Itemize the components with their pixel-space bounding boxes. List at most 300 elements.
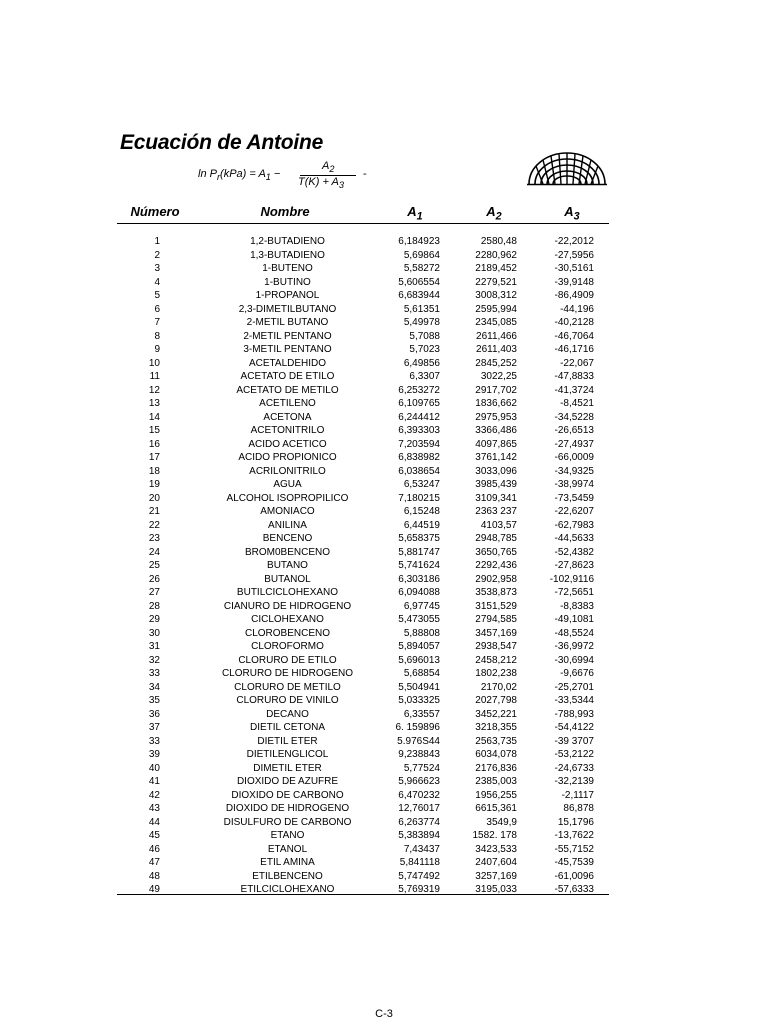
a1-value: 12,76017 bbox=[398, 803, 440, 814]
compound-name: BENCENO bbox=[262, 533, 313, 544]
row-number: 41 bbox=[148, 776, 160, 787]
header-nombre: Nombre bbox=[260, 204, 310, 219]
compound-name: DIETILENGLICOL bbox=[246, 749, 329, 760]
row-number: 1 bbox=[154, 236, 160, 247]
row-number: 16 bbox=[148, 438, 160, 450]
a1-value: 5,383894 bbox=[398, 830, 440, 841]
compound-name: ANILINA bbox=[268, 519, 307, 531]
a2-value: 2580,48 bbox=[480, 236, 517, 247]
row-number: 49 bbox=[148, 884, 160, 895]
table-row bbox=[0, 519, 768, 533]
row-number: 47 bbox=[148, 857, 160, 868]
a3-value: -73,5459 bbox=[554, 492, 594, 504]
a1-value: 6,470232 bbox=[398, 789, 440, 801]
a3-value: -46,1716 bbox=[554, 344, 594, 355]
compound-name: ACETILENO bbox=[259, 398, 316, 409]
row-number: 3 bbox=[154, 263, 160, 274]
compound-name: ACETONA bbox=[263, 411, 312, 423]
row-number: 2 bbox=[154, 249, 160, 261]
a1-value: 7,43437 bbox=[403, 843, 440, 855]
table-row bbox=[0, 586, 768, 600]
compound-name: DIETIL ETER bbox=[257, 735, 318, 747]
table-row bbox=[0, 843, 768, 857]
a1-value: 6,253272 bbox=[398, 384, 440, 396]
a2-value: 2345,085 bbox=[475, 317, 517, 328]
compound-name: DECANO bbox=[266, 708, 309, 720]
row-number: 23 bbox=[148, 533, 160, 544]
a3-value: -39,9148 bbox=[554, 276, 594, 288]
a2-value: 1582. 178 bbox=[472, 830, 517, 841]
row-number: 36 bbox=[148, 708, 160, 720]
compound-name: ACETATO DE ETILO bbox=[240, 371, 335, 382]
row-number: 20 bbox=[148, 492, 160, 504]
table-row bbox=[0, 492, 768, 506]
compound-name: BROM0BENCENO bbox=[244, 546, 330, 558]
a3-value: -30,6994 bbox=[554, 654, 594, 666]
a3-value: -39 3707 bbox=[554, 735, 594, 747]
compound-name: ACETONITRILO bbox=[250, 425, 325, 436]
a3-value: -49,1081 bbox=[554, 614, 594, 625]
table-row bbox=[0, 505, 768, 519]
a2-value: 3033,096 bbox=[475, 465, 517, 477]
a1-value: 6,184923 bbox=[398, 236, 440, 247]
a2-value: 3538,873 bbox=[475, 587, 517, 598]
row-number: 45 bbox=[148, 830, 160, 841]
formula-trailing: - bbox=[363, 168, 367, 180]
a2-value: 2363 237 bbox=[475, 506, 517, 517]
a3-value: -41,3724 bbox=[554, 384, 594, 396]
a1-value: 6,244412 bbox=[398, 411, 440, 423]
table-row bbox=[0, 546, 768, 560]
row-number: 34 bbox=[148, 681, 160, 693]
table-row bbox=[0, 600, 768, 614]
a2-value: 2902,958 bbox=[475, 573, 517, 585]
formula-denominator: $T(K) + A_3$ bbox=[298, 176, 344, 191]
page-number: C-3 bbox=[375, 1008, 393, 1020]
a2-value: 2948,785 bbox=[475, 533, 517, 544]
a1-value: 5,747492 bbox=[398, 870, 440, 882]
a1-value: 5,966623 bbox=[398, 776, 440, 787]
table-row bbox=[0, 829, 768, 843]
table-row bbox=[0, 343, 768, 357]
a3-value: -53,2122 bbox=[554, 749, 594, 760]
a3-value: -61,0096 bbox=[554, 870, 594, 882]
table-row bbox=[0, 735, 768, 749]
table-row bbox=[0, 694, 768, 708]
table-row bbox=[0, 532, 768, 546]
table-row bbox=[0, 303, 768, 317]
header-numero: Número bbox=[130, 204, 180, 219]
a3-value: -33,5344 bbox=[554, 695, 594, 706]
a3-value: -66,0009 bbox=[554, 452, 594, 463]
a1-value: 6,393303 bbox=[398, 425, 440, 436]
antoine-constants-table bbox=[0, 235, 768, 897]
a3-value: -27,5956 bbox=[554, 249, 594, 261]
a1-value: 5,68854 bbox=[403, 668, 440, 679]
compound-name: AMONIACO bbox=[260, 506, 315, 517]
a2-value: 2611,466 bbox=[476, 330, 517, 342]
ucv-vault-logo-icon bbox=[526, 150, 608, 186]
a2-value: 3022,25 bbox=[480, 371, 517, 382]
compound-name: CLOROBENCENO bbox=[244, 627, 330, 639]
a2-value: 2595,994 bbox=[475, 303, 517, 315]
table-row bbox=[0, 627, 768, 641]
table-row bbox=[0, 870, 768, 884]
a3-value: -38,9974 bbox=[554, 479, 594, 490]
row-number: 5 bbox=[154, 290, 160, 301]
compound-name: BUTANOL bbox=[264, 573, 311, 585]
table-row bbox=[0, 438, 768, 452]
a2-value: 3008,312 bbox=[475, 290, 517, 301]
a3-value: -25,2701 bbox=[554, 681, 594, 693]
a3-value: -30,5161 bbox=[554, 263, 594, 274]
a3-value: -34,5228 bbox=[554, 411, 594, 423]
row-number: 46 bbox=[148, 843, 160, 855]
table-row bbox=[0, 789, 768, 803]
a2-value: 4097,865 bbox=[475, 438, 517, 450]
a1-value: 6,683944 bbox=[398, 290, 440, 301]
table-row bbox=[0, 708, 768, 722]
table-row bbox=[0, 802, 768, 816]
a2-value: 2611,403 bbox=[476, 344, 517, 355]
a3-value: -46,7064 bbox=[554, 330, 594, 342]
compound-name: CLORURO DE HIDROGENO bbox=[221, 668, 354, 679]
a2-value: 2938,547 bbox=[475, 641, 517, 652]
compound-name: 2-METIL BUTANO bbox=[246, 317, 329, 328]
compound-name: CLORURO DE METILO bbox=[234, 681, 341, 693]
a3-value: -27,4937 bbox=[554, 438, 594, 450]
row-number: 24 bbox=[148, 546, 160, 558]
a2-value: 3549,9 bbox=[486, 816, 517, 828]
a1-value: 5,7088 bbox=[409, 330, 440, 342]
a2-value: 2845,252 bbox=[475, 357, 517, 369]
table-row bbox=[0, 478, 768, 492]
row-number: 17 bbox=[148, 452, 160, 463]
a1-value: 7,180215 bbox=[398, 492, 440, 504]
compound-name: ACIDO PROPIONICO bbox=[238, 452, 337, 463]
a1-value: 6,038654 bbox=[398, 465, 440, 477]
a3-value: -62,7983 bbox=[554, 519, 594, 531]
compound-name: ACETALDEHIDO bbox=[248, 357, 327, 369]
a2-value: 3985,439 bbox=[475, 479, 517, 490]
table-bottom-rule bbox=[117, 894, 609, 895]
a2-value: 2407,604 bbox=[475, 857, 517, 868]
a3-value: -2,1117 bbox=[561, 789, 594, 801]
a3-value: -102,9116 bbox=[549, 573, 594, 585]
compound-name: DISULFURO DE CARBONO bbox=[223, 816, 352, 828]
a2-value: 2563,735 bbox=[475, 735, 517, 747]
a2-value: 2975,953 bbox=[475, 411, 517, 423]
table-row bbox=[0, 681, 768, 695]
compound-name: CIANURO DE HIDROGENO bbox=[223, 600, 352, 612]
header-a1: $A_1$ bbox=[407, 204, 423, 223]
table-row bbox=[0, 816, 768, 830]
compound-name: 2,3-DIMETILBUTANO bbox=[238, 303, 337, 315]
a3-value: -22,6207 bbox=[554, 506, 594, 517]
a2-value: 2280,962 bbox=[475, 249, 517, 261]
a1-value: 5,58272 bbox=[403, 263, 440, 274]
row-number: 13 bbox=[148, 398, 160, 409]
a1-value: 6,53247 bbox=[403, 479, 440, 490]
a3-value: -9,6676 bbox=[560, 668, 594, 679]
table-row bbox=[0, 721, 768, 735]
a1-value: 5,88808 bbox=[403, 627, 440, 639]
a1-value: 5,504941 bbox=[398, 681, 440, 693]
row-number: 33 bbox=[148, 735, 160, 747]
a3-value: -72,5651 bbox=[554, 587, 594, 598]
compound-name: ETANO bbox=[270, 830, 305, 841]
a2-value: 2170,02 bbox=[480, 681, 517, 693]
compound-name: 1-PROPANOL bbox=[255, 290, 320, 301]
compound-name: DIMETIL ETER bbox=[253, 762, 322, 774]
table-row bbox=[0, 748, 768, 762]
compound-name: ACETATO DE METILO bbox=[236, 384, 339, 396]
table-row bbox=[0, 573, 768, 587]
a3-value: -57,6333 bbox=[554, 884, 594, 895]
a3-value: -36,9972 bbox=[554, 641, 594, 652]
a1-value: 6,263774 bbox=[398, 816, 440, 828]
table-row bbox=[0, 424, 768, 438]
a1-value: 6,3307 bbox=[409, 371, 440, 382]
a2-value: 3452,221 bbox=[475, 708, 517, 720]
compound-name: DIOXIDO DE HIDROGENO bbox=[225, 803, 350, 814]
a2-value: 3109,341 bbox=[475, 492, 517, 504]
compound-name: CLORURO DE ETILO bbox=[238, 654, 337, 666]
compound-name: ETILBENCENO bbox=[252, 870, 323, 882]
row-number: 39 bbox=[148, 749, 160, 760]
compound-name: DIETIL CETONA bbox=[249, 722, 325, 733]
a1-value: 6,15248 bbox=[403, 506, 440, 517]
a2-value: 4103,57 bbox=[480, 519, 517, 531]
table-row bbox=[0, 370, 768, 384]
a1-value: 9,238843 bbox=[398, 749, 440, 760]
a1-value: 5,7023 bbox=[409, 344, 440, 355]
a3-value: -22,067 bbox=[560, 357, 594, 369]
row-number: 42 bbox=[148, 789, 160, 801]
a1-value: 6,094088 bbox=[398, 587, 440, 598]
header-a3: $A_3$ bbox=[564, 204, 580, 223]
table-row bbox=[0, 856, 768, 870]
a2-value: 2385,003 bbox=[475, 776, 517, 787]
a1-value: 5,033325 bbox=[398, 695, 440, 706]
row-number: 33 bbox=[148, 668, 160, 679]
a2-value: 3423,533 bbox=[475, 843, 517, 855]
row-number: 25 bbox=[148, 560, 160, 571]
a3-value: 15,1796 bbox=[557, 816, 594, 828]
a1-value: 6,44519 bbox=[403, 519, 440, 531]
a1-value: 5,881747 bbox=[398, 546, 440, 558]
table-row bbox=[0, 289, 768, 303]
a3-value: -24,6733 bbox=[554, 762, 594, 774]
table-row bbox=[0, 357, 768, 371]
a2-value: 3366,486 bbox=[475, 425, 517, 436]
row-number: 9 bbox=[154, 344, 160, 355]
a3-value: -52,4382 bbox=[554, 546, 594, 558]
row-number: 40 bbox=[148, 762, 160, 774]
a1-value: 6. 159896 bbox=[395, 722, 440, 733]
row-number: 27 bbox=[148, 587, 160, 598]
row-number: 43 bbox=[148, 803, 160, 814]
row-number: 32 bbox=[148, 654, 160, 666]
a3-value: -8,8383 bbox=[560, 600, 594, 612]
row-number: 10 bbox=[148, 357, 160, 369]
table-row bbox=[0, 559, 768, 573]
table-row bbox=[0, 640, 768, 654]
row-number: 19 bbox=[148, 479, 160, 490]
a3-value: -26,6513 bbox=[554, 425, 594, 436]
table-row bbox=[0, 654, 768, 668]
table-row bbox=[0, 249, 768, 263]
a1-value: 5.976S44 bbox=[397, 735, 440, 747]
a3-value: 86,878 bbox=[563, 803, 594, 814]
a1-value: 7,203594 bbox=[398, 438, 440, 450]
a1-value: 5,894057 bbox=[398, 641, 440, 652]
a2-value: 3650,765 bbox=[475, 546, 517, 558]
a2-value: 3457,169 bbox=[475, 627, 517, 639]
compound-name: BUTANO bbox=[267, 560, 308, 571]
compound-name: AGUA bbox=[273, 479, 302, 490]
table-row bbox=[0, 262, 768, 276]
compound-name: 1-BUTENO bbox=[262, 263, 313, 274]
a2-value: 2794,585 bbox=[475, 614, 517, 625]
a2-value: 2176,836 bbox=[475, 762, 517, 774]
a1-value: 5,77524 bbox=[403, 762, 440, 774]
a1-value: 5,61351 bbox=[403, 303, 440, 315]
row-number: 7 bbox=[154, 317, 160, 328]
a2-value: 1956,255 bbox=[475, 789, 517, 801]
page-title: Ecuación de Antoine bbox=[120, 131, 324, 154]
a1-value: 5,741624 bbox=[398, 560, 440, 571]
a2-value: 3761,142 bbox=[475, 452, 517, 463]
a1-value: 6,97745 bbox=[403, 600, 440, 612]
table-row bbox=[0, 235, 768, 249]
a2-value: 2279,521 bbox=[475, 276, 517, 288]
a3-value: -45,7539 bbox=[554, 857, 594, 868]
row-number: 29 bbox=[148, 614, 160, 625]
a3-value: -27,8623 bbox=[554, 560, 594, 571]
a2-value: 1836,662 bbox=[475, 398, 517, 409]
table-row bbox=[0, 411, 768, 425]
row-number: 44 bbox=[148, 816, 160, 828]
compound-name: 1,3-BUTADIENO bbox=[250, 249, 325, 261]
row-number: 12 bbox=[148, 384, 160, 396]
a1-value: 6,109765 bbox=[398, 398, 440, 409]
compound-name: 1,2-BUTADIENO bbox=[250, 236, 325, 247]
table-row bbox=[0, 397, 768, 411]
row-number: 4 bbox=[154, 276, 160, 288]
a1-value: 5,658375 bbox=[398, 533, 440, 544]
header-a2: $A_2$ bbox=[486, 204, 502, 223]
table-row bbox=[0, 330, 768, 344]
table-row bbox=[0, 775, 768, 789]
compound-name: ACIDO ACETICO bbox=[248, 438, 327, 450]
a2-value: 2917,702 bbox=[475, 384, 517, 396]
a1-value: 5,696013 bbox=[398, 654, 440, 666]
row-number: 35 bbox=[148, 695, 160, 706]
a2-value: 3151,529 bbox=[475, 600, 517, 612]
table-row bbox=[0, 451, 768, 465]
a2-value: 2189,452 bbox=[475, 263, 517, 274]
a3-value: -13,7622 bbox=[554, 830, 594, 841]
a3-value: -32,2139 bbox=[554, 776, 594, 787]
compound-name: CLOROFORMO bbox=[251, 641, 324, 652]
compound-name: DIOXIDO DE CARBONO bbox=[231, 789, 344, 801]
a1-value: 6,838982 bbox=[398, 452, 440, 463]
a1-value: 5,606554 bbox=[398, 276, 440, 288]
row-number: 31 bbox=[148, 641, 160, 652]
a1-value: 6,33557 bbox=[403, 708, 440, 720]
table-row bbox=[0, 465, 768, 479]
row-number: 22 bbox=[148, 519, 160, 531]
row-number: 11 bbox=[149, 371, 160, 382]
a1-value: 5,473055 bbox=[398, 614, 440, 625]
a2-value: 3257,169 bbox=[475, 870, 517, 882]
row-number: 15 bbox=[148, 425, 160, 436]
a3-value: -44,5633 bbox=[554, 533, 594, 544]
antoine-formula bbox=[198, 160, 388, 200]
compound-name: 3-METIL PENTANO bbox=[243, 344, 332, 355]
compound-name: CICLOHEXANO bbox=[251, 614, 324, 625]
a2-value: 2292,436 bbox=[475, 560, 517, 571]
row-number: 14 bbox=[148, 411, 160, 423]
table-row bbox=[0, 276, 768, 290]
row-number: 37 bbox=[148, 722, 160, 733]
table-row bbox=[0, 762, 768, 776]
a3-value: -47,8833 bbox=[554, 371, 594, 382]
table-row bbox=[0, 613, 768, 627]
a1-value: 6,49856 bbox=[403, 357, 440, 369]
compound-name: ACRILONITRILO bbox=[249, 465, 326, 477]
a3-value: -34,9325 bbox=[554, 465, 594, 477]
compound-name: CLORURO DE VINILO bbox=[236, 695, 339, 706]
compound-name: 1-BUTINO bbox=[264, 276, 311, 288]
table-row bbox=[0, 316, 768, 330]
a3-value: -40,2128 bbox=[554, 317, 594, 328]
row-number: 8 bbox=[154, 330, 160, 342]
a2-value: 6034,078 bbox=[475, 749, 517, 760]
row-number: 48 bbox=[148, 870, 160, 882]
compound-name: DIOXIDO DE AZUFRE bbox=[236, 776, 339, 787]
table-row bbox=[0, 384, 768, 398]
a2-value: 2458,212 bbox=[475, 654, 517, 666]
a3-value: -86,4909 bbox=[554, 290, 594, 301]
a3-value: -22,2012 bbox=[554, 236, 594, 247]
a3-value: -54,4122 bbox=[554, 722, 594, 733]
formula-lhs: $\ln P_r(kPa) = A_1$ − bbox=[198, 168, 281, 183]
formula-numerator: $A_2$ bbox=[322, 160, 335, 175]
a3-value: -44,196 bbox=[560, 303, 594, 315]
a1-value: 6,303186 bbox=[398, 573, 440, 585]
a2-value: 3195,033 bbox=[475, 884, 517, 895]
a1-value: 5,49978 bbox=[403, 317, 440, 328]
row-number: 21 bbox=[148, 506, 160, 517]
table-row bbox=[0, 667, 768, 681]
a2-value: 1802,238 bbox=[475, 668, 517, 679]
row-number: 30 bbox=[148, 627, 160, 639]
compound-name: ETANOL bbox=[267, 843, 308, 855]
row-number: 28 bbox=[148, 600, 160, 612]
a1-value: 5,69864 bbox=[403, 249, 440, 261]
compound-name: BUTILCICLOHEXANO bbox=[236, 587, 339, 598]
a2-value: 3218,355 bbox=[475, 722, 517, 733]
a3-value: -55,7152 bbox=[554, 843, 594, 855]
a3-value: -48,5524 bbox=[554, 627, 594, 639]
compound-name: ETILCICLOHEXANO bbox=[240, 884, 335, 895]
a1-value: 5,769319 bbox=[398, 884, 440, 895]
a2-value: 6615,361 bbox=[475, 803, 517, 814]
table-header-rule bbox=[117, 223, 609, 224]
a1-value: 5,841118 bbox=[399, 857, 440, 868]
